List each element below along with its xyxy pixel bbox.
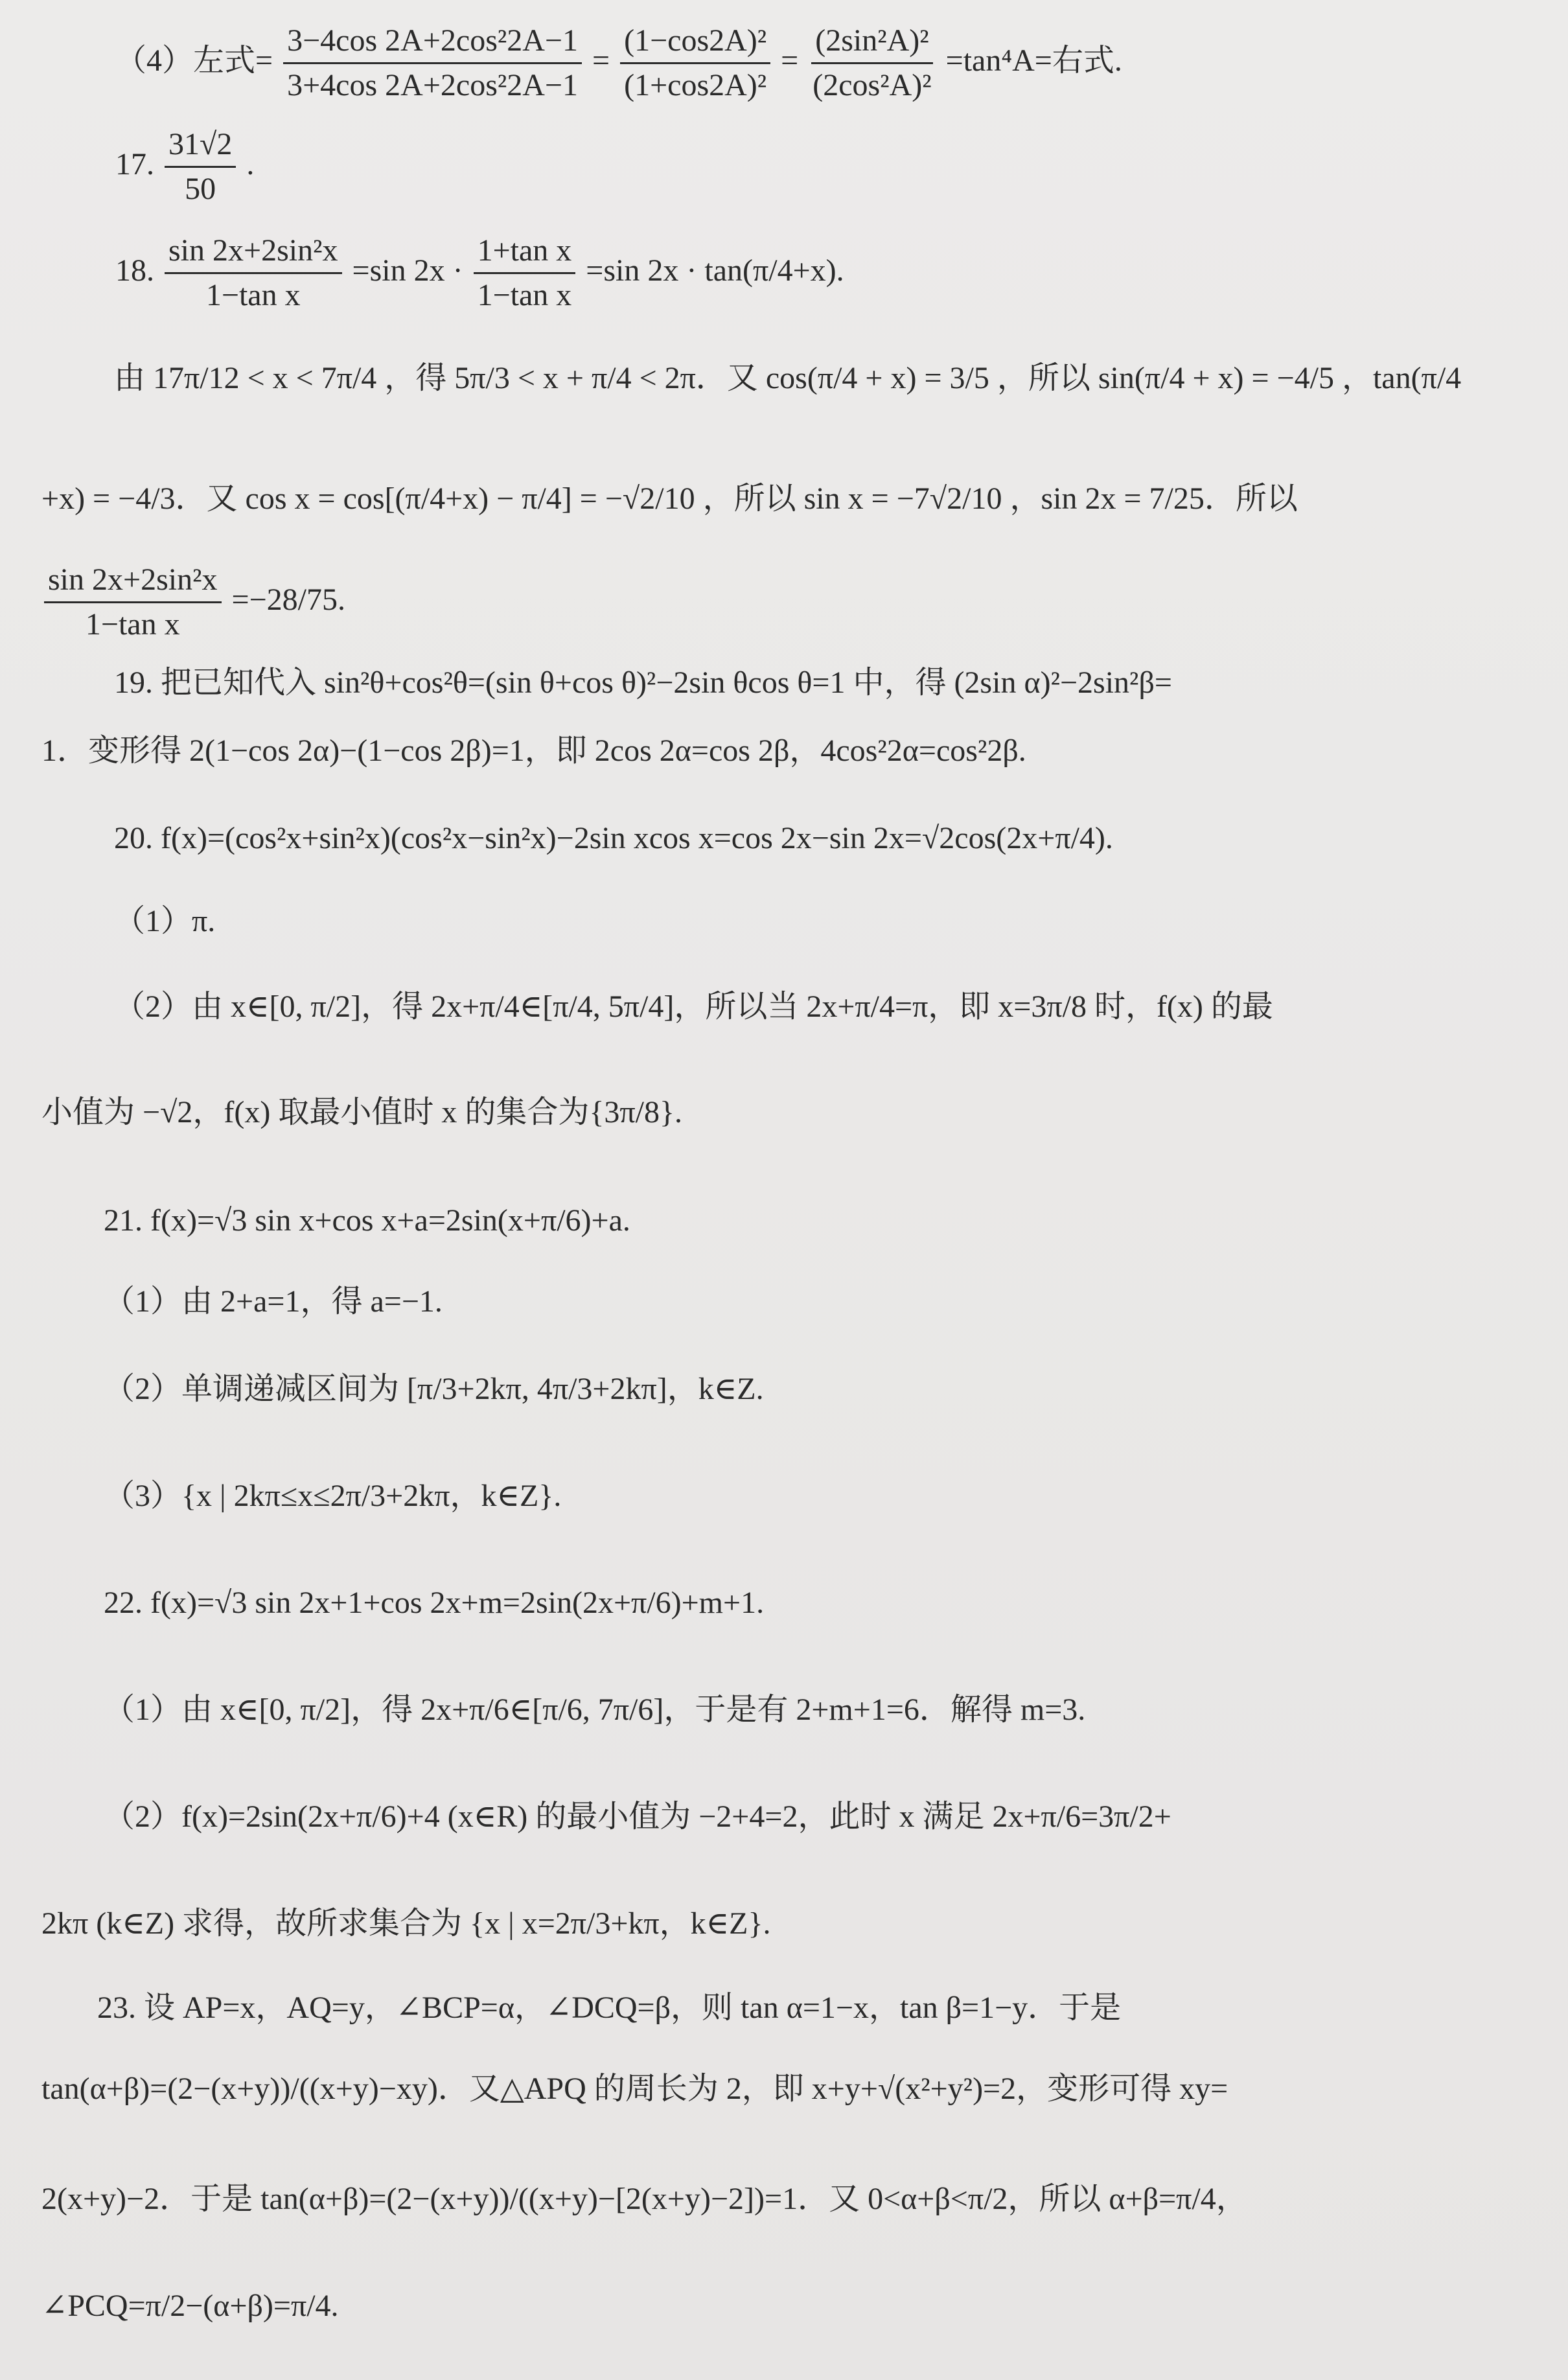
line-1-tail: =tan⁴A=右式. bbox=[945, 43, 1122, 78]
line-3-mid: =sin 2x · bbox=[352, 253, 471, 288]
line-2-tail: . bbox=[246, 146, 255, 181]
line-6-frac-den: 1−tan x bbox=[85, 607, 180, 642]
line-5: +x) = −4/3．又 cos x = cos[(π/4+x) − π/4] = −√2/10 ，所以 sin x = −7√2/10 ，sin 2x = 7/25．所以 bbox=[41, 481, 1298, 516]
line-4: 由 17π/12 < x < 7π/4 ，得 5π/3 < x + π/4 < 2π．又 cos(π/4 + x) = 3/5 ，所以 sin(π/4 + x) = −4/5 ，tan(π/4 bbox=[114, 361, 1462, 395]
line-1-frac-b-num: (1−cos2A)² bbox=[620, 25, 770, 64]
line-6-frac bbox=[44, 564, 222, 641]
line-1-frac-c bbox=[809, 25, 935, 102]
line-6-tail: =−28/75. bbox=[231, 582, 345, 617]
line-6 bbox=[41, 564, 345, 641]
line-1 bbox=[115, 25, 1122, 102]
line-1-frac-a bbox=[283, 25, 582, 102]
line-1-frac-b-den: (1+cos2A)² bbox=[624, 68, 767, 103]
line-2 bbox=[115, 128, 254, 206]
line-13: 21. f(x)=√3 sin x+cos x+a=2sin(x+π/6)+a. bbox=[104, 1203, 630, 1238]
line-20: 2kπ (k∈Z) 求得，故所求集合为 {x | x=2π/3+kπ，k∈Z}. bbox=[41, 1906, 771, 1941]
line-24: ∠PCQ=π/2−(α+β)=π/4. bbox=[41, 2289, 339, 2323]
line-3-tail: =sin 2x · tan(π/4+x). bbox=[586, 253, 844, 288]
line-1-frac-a-num: 3−4cos 2A+2cos²2A−1 bbox=[283, 25, 582, 64]
line-1-frac-c-den: (2cos²A)² bbox=[813, 68, 932, 103]
line-1-frac-c-num: (2sin²A)² bbox=[811, 25, 932, 64]
line-12: 小值为 −√2，f(x) 取最小值时 x 的集合为{3π/8}. bbox=[41, 1095, 683, 1129]
line-1-eq0: = bbox=[255, 43, 273, 78]
line-1-frac-b bbox=[620, 25, 770, 102]
line-16: （3）{x | 2kπ≤x≤2π/3+2kπ，k∈Z}. bbox=[104, 1479, 562, 1513]
line-3 bbox=[115, 235, 844, 312]
line-3-frac-a-den: 1−tan x bbox=[205, 278, 301, 313]
line-1-lead: （4）左式 bbox=[115, 43, 256, 78]
line-3-frac-b bbox=[474, 235, 576, 312]
line-3-lead: 18. bbox=[115, 253, 154, 288]
line-2-frac bbox=[165, 128, 236, 206]
line-18: （1）由 x∈[0, π/2]，得 2x+π/6∈[π/6, 7π/6]，于是有 2+m+1=6．解得 m=3. bbox=[104, 1693, 1086, 1727]
line-1-eq2: = bbox=[781, 43, 799, 78]
line-19: （2）f(x)=2sin(2x+π/6)+4 (x∈R) 的最小值为 −2+4=2，此时 x 满足 2x+π/6=3π/2+ bbox=[104, 1799, 1171, 1834]
line-2-frac-num: 31√2 bbox=[165, 128, 236, 168]
line-3-frac-a-num: sin 2x+2sin²x bbox=[165, 235, 342, 274]
line-1-frac-a-den: 3+4cos 2A+2cos²2A−1 bbox=[287, 68, 578, 103]
line-3-frac-b-num: 1+tan x bbox=[474, 235, 576, 274]
line-22: tan(α+β)=(2−(x+y))/((x+y)−xy)．又△APQ 的周长为 2，即 x+y+√(x²+y²)=2，变形可得 xy= bbox=[41, 2072, 1228, 2106]
line-14: （1）由 2+a=1，得 a=−1. bbox=[104, 1284, 443, 1319]
line-1-eq1: = bbox=[592, 43, 610, 78]
line-3-frac-b-den: 1−tan x bbox=[477, 278, 572, 313]
line-10: （1）π. bbox=[114, 904, 216, 938]
line-9: 20. f(x)=(cos²x+sin²x)(cos²x−sin²x)−2sin xcos x=cos 2x−sin 2x=√2cos(2x+π/4). bbox=[114, 821, 1113, 855]
line-17: 22. f(x)=√3 sin 2x+1+cos 2x+m=2sin(2x+π/6)+m+1. bbox=[104, 1586, 765, 1620]
line-2-frac-den: 50 bbox=[185, 172, 216, 207]
line-23: 2(x+y)−2．于是 tan(α+β)=(2−(x+y))/((x+y)−[2(x+y)−2])=1．又 0<α+β<π/2，所以 α+β=π/4， bbox=[41, 2182, 1247, 2216]
line-15: （2）单调递减区间为 [π/3+2kπ, 4π/3+2kπ]，k∈Z. bbox=[104, 1372, 764, 1406]
line-3-frac-a bbox=[165, 235, 342, 312]
line-2-lead: 17. bbox=[115, 146, 154, 181]
line-7: 19. 把已知代入 sin²θ+cos²θ=(sin θ+cos θ)²−2sin θcos θ=1 中，得 (2sin α)²−2sin²β= bbox=[114, 665, 1172, 700]
line-11: （2）由 x∈[0, π/2]，得 2x+π/4∈[π/4, 5π/4]，所以当 2x+π/4=π，即 x=3π/8 时，f(x) 的最 bbox=[114, 989, 1273, 1024]
line-6-frac-num: sin 2x+2sin²x bbox=[44, 564, 222, 603]
line-8: 1．变形得 2(1−cos 2α)−(1−cos 2β)=1，即 2cos 2α=cos 2β，4cos²2α=cos²2β. bbox=[41, 734, 1026, 768]
line-21: 23. 设 AP=x，AQ=y，∠BCP=α，∠DCQ=β，则 tan α=1−x，tan β=1−y．于是 bbox=[97, 1991, 1122, 2025]
